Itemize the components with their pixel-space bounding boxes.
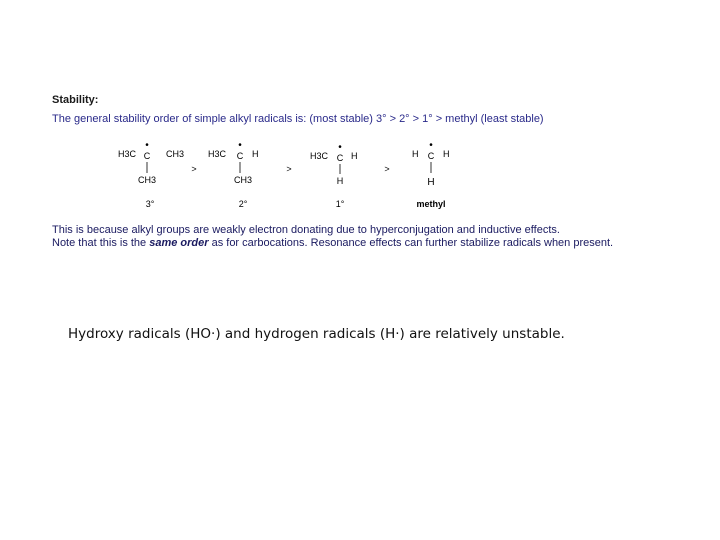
primary-radical-structure bbox=[310, 142, 358, 209]
s4-label: methyl bbox=[416, 199, 446, 209]
slide-caption: Hydroxy radicals (HO·) and hydrogen radicals (H·) are relatively unstable. bbox=[68, 326, 565, 342]
comparator-2: > bbox=[286, 164, 292, 174]
comparator-3: > bbox=[384, 164, 390, 174]
s2-label: 2° bbox=[238, 199, 248, 209]
s1-center-atom: C bbox=[143, 151, 151, 161]
s4-center-atom: C bbox=[427, 151, 435, 161]
s1-label: 3° bbox=[145, 199, 155, 209]
s2-right-group: H bbox=[252, 149, 259, 159]
s4-left-group: H bbox=[412, 149, 419, 159]
stability-order-line: The general stability order of simple alkyl radicals is: (most stable) 3° > 2° > 1° > methyl (least stable) bbox=[52, 113, 544, 125]
explanation-line-2-suffix: as for carbocations. Resonance effects can further stabilize radicals when present. bbox=[208, 237, 614, 249]
s2-bottom-group: CH3 bbox=[233, 175, 253, 185]
s2-left-group: H3C bbox=[208, 149, 227, 159]
explanation-line-2-prefix: Note that this is the bbox=[52, 237, 150, 249]
s3-center-atom: C bbox=[336, 153, 344, 163]
s2-radical-dot: • bbox=[238, 140, 242, 151]
s1-left-group: H3C bbox=[118, 149, 137, 159]
s4-bottom-group: H bbox=[427, 177, 435, 188]
stability-heading: Stability: bbox=[52, 94, 99, 106]
s4-radical-dot: • bbox=[429, 140, 433, 151]
s3-left-group: H3C bbox=[310, 151, 329, 161]
radical-structures-svg bbox=[100, 140, 480, 212]
s3-label: 1° bbox=[335, 199, 345, 209]
s1-radical-dot: • bbox=[145, 140, 149, 151]
s3-radical-dot: • bbox=[338, 142, 342, 153]
tertiary-radical-structure bbox=[118, 140, 184, 209]
s2-center-atom: C bbox=[236, 151, 244, 161]
explanation-emphasis: same order bbox=[149, 237, 209, 249]
comparator-1: > bbox=[191, 164, 197, 174]
explanation-line-2 bbox=[52, 237, 613, 249]
s3-bottom-group: H bbox=[336, 176, 344, 186]
radical-structures-figure bbox=[100, 140, 480, 212]
s1-bottom-group: CH3 bbox=[137, 175, 157, 185]
explanation-line-1: This is because alkyl groups are weakly electron donating due to hyperconjugation and inductive effects. bbox=[52, 224, 560, 236]
s1-right-group: CH3 bbox=[166, 149, 185, 159]
s3-right-group: H bbox=[351, 151, 358, 161]
secondary-radical-structure bbox=[208, 140, 259, 209]
methyl-radical-structure bbox=[412, 140, 450, 209]
s4-right-group: H bbox=[443, 149, 450, 159]
